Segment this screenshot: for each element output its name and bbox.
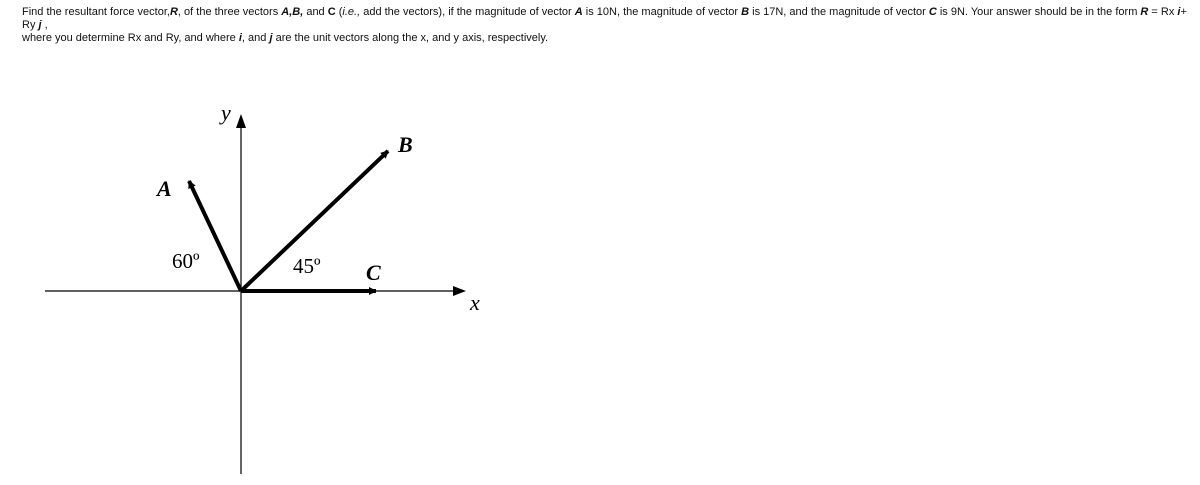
problem-text: is 10N, the magnitude of vector: [582, 6, 742, 18]
problem-text: ,: [41, 19, 48, 31]
problem-text: , and: [241, 32, 270, 44]
vectors-abc-label: A,B,: [281, 6, 304, 18]
vector-a-text: A: [157, 176, 172, 201]
vector-a-arrow: [189, 181, 241, 291]
vector-c-label: C: [327, 6, 336, 18]
problem-text: = Rx: [1148, 6, 1178, 18]
angle-60-label: 60º: [172, 249, 200, 273]
problem-text: + Ry: [22, 6, 1187, 31]
problem-text: are the unit vectors along the x, and y axis, respectively.: [272, 32, 549, 44]
unit-vector-i: i: [238, 32, 242, 44]
problem-text: is 17N, and the magnitude of vector: [749, 6, 929, 18]
ie-text: i.e.,: [342, 6, 361, 18]
x-axis-label: x: [470, 290, 480, 315]
vector-c-label: C: [928, 6, 937, 18]
unit-vector-j: j: [38, 19, 42, 31]
problem-text: is 9N. Your answer should be in the form: [936, 6, 1141, 18]
angle-45-label: 45º: [293, 254, 321, 278]
vector-c-text: C: [366, 260, 381, 285]
x-axis-arrowhead: [453, 286, 466, 296]
unit-vector-i: i: [1177, 6, 1181, 18]
y-axis-arrowhead: [236, 114, 246, 128]
problem-text: Find the resultant force vector,: [22, 6, 170, 18]
vector-a-label: A: [574, 6, 583, 18]
problem-text: and: [303, 6, 328, 18]
problem-text: where you determine Rx and Ry, and where: [22, 32, 239, 44]
y-axis-label: y: [221, 100, 231, 125]
unit-vector-j: j: [269, 32, 273, 44]
vector-r-label: R: [169, 6, 178, 18]
vector-b-text: B: [398, 132, 413, 157]
vector-b-label: B: [741, 6, 750, 18]
problem-text: add the vectors), if the magnitude of vector: [360, 6, 575, 18]
problem-text: (: [335, 6, 343, 18]
vector-r-label: R: [1140, 6, 1149, 18]
problem-text: , of the three vectors: [177, 6, 282, 18]
